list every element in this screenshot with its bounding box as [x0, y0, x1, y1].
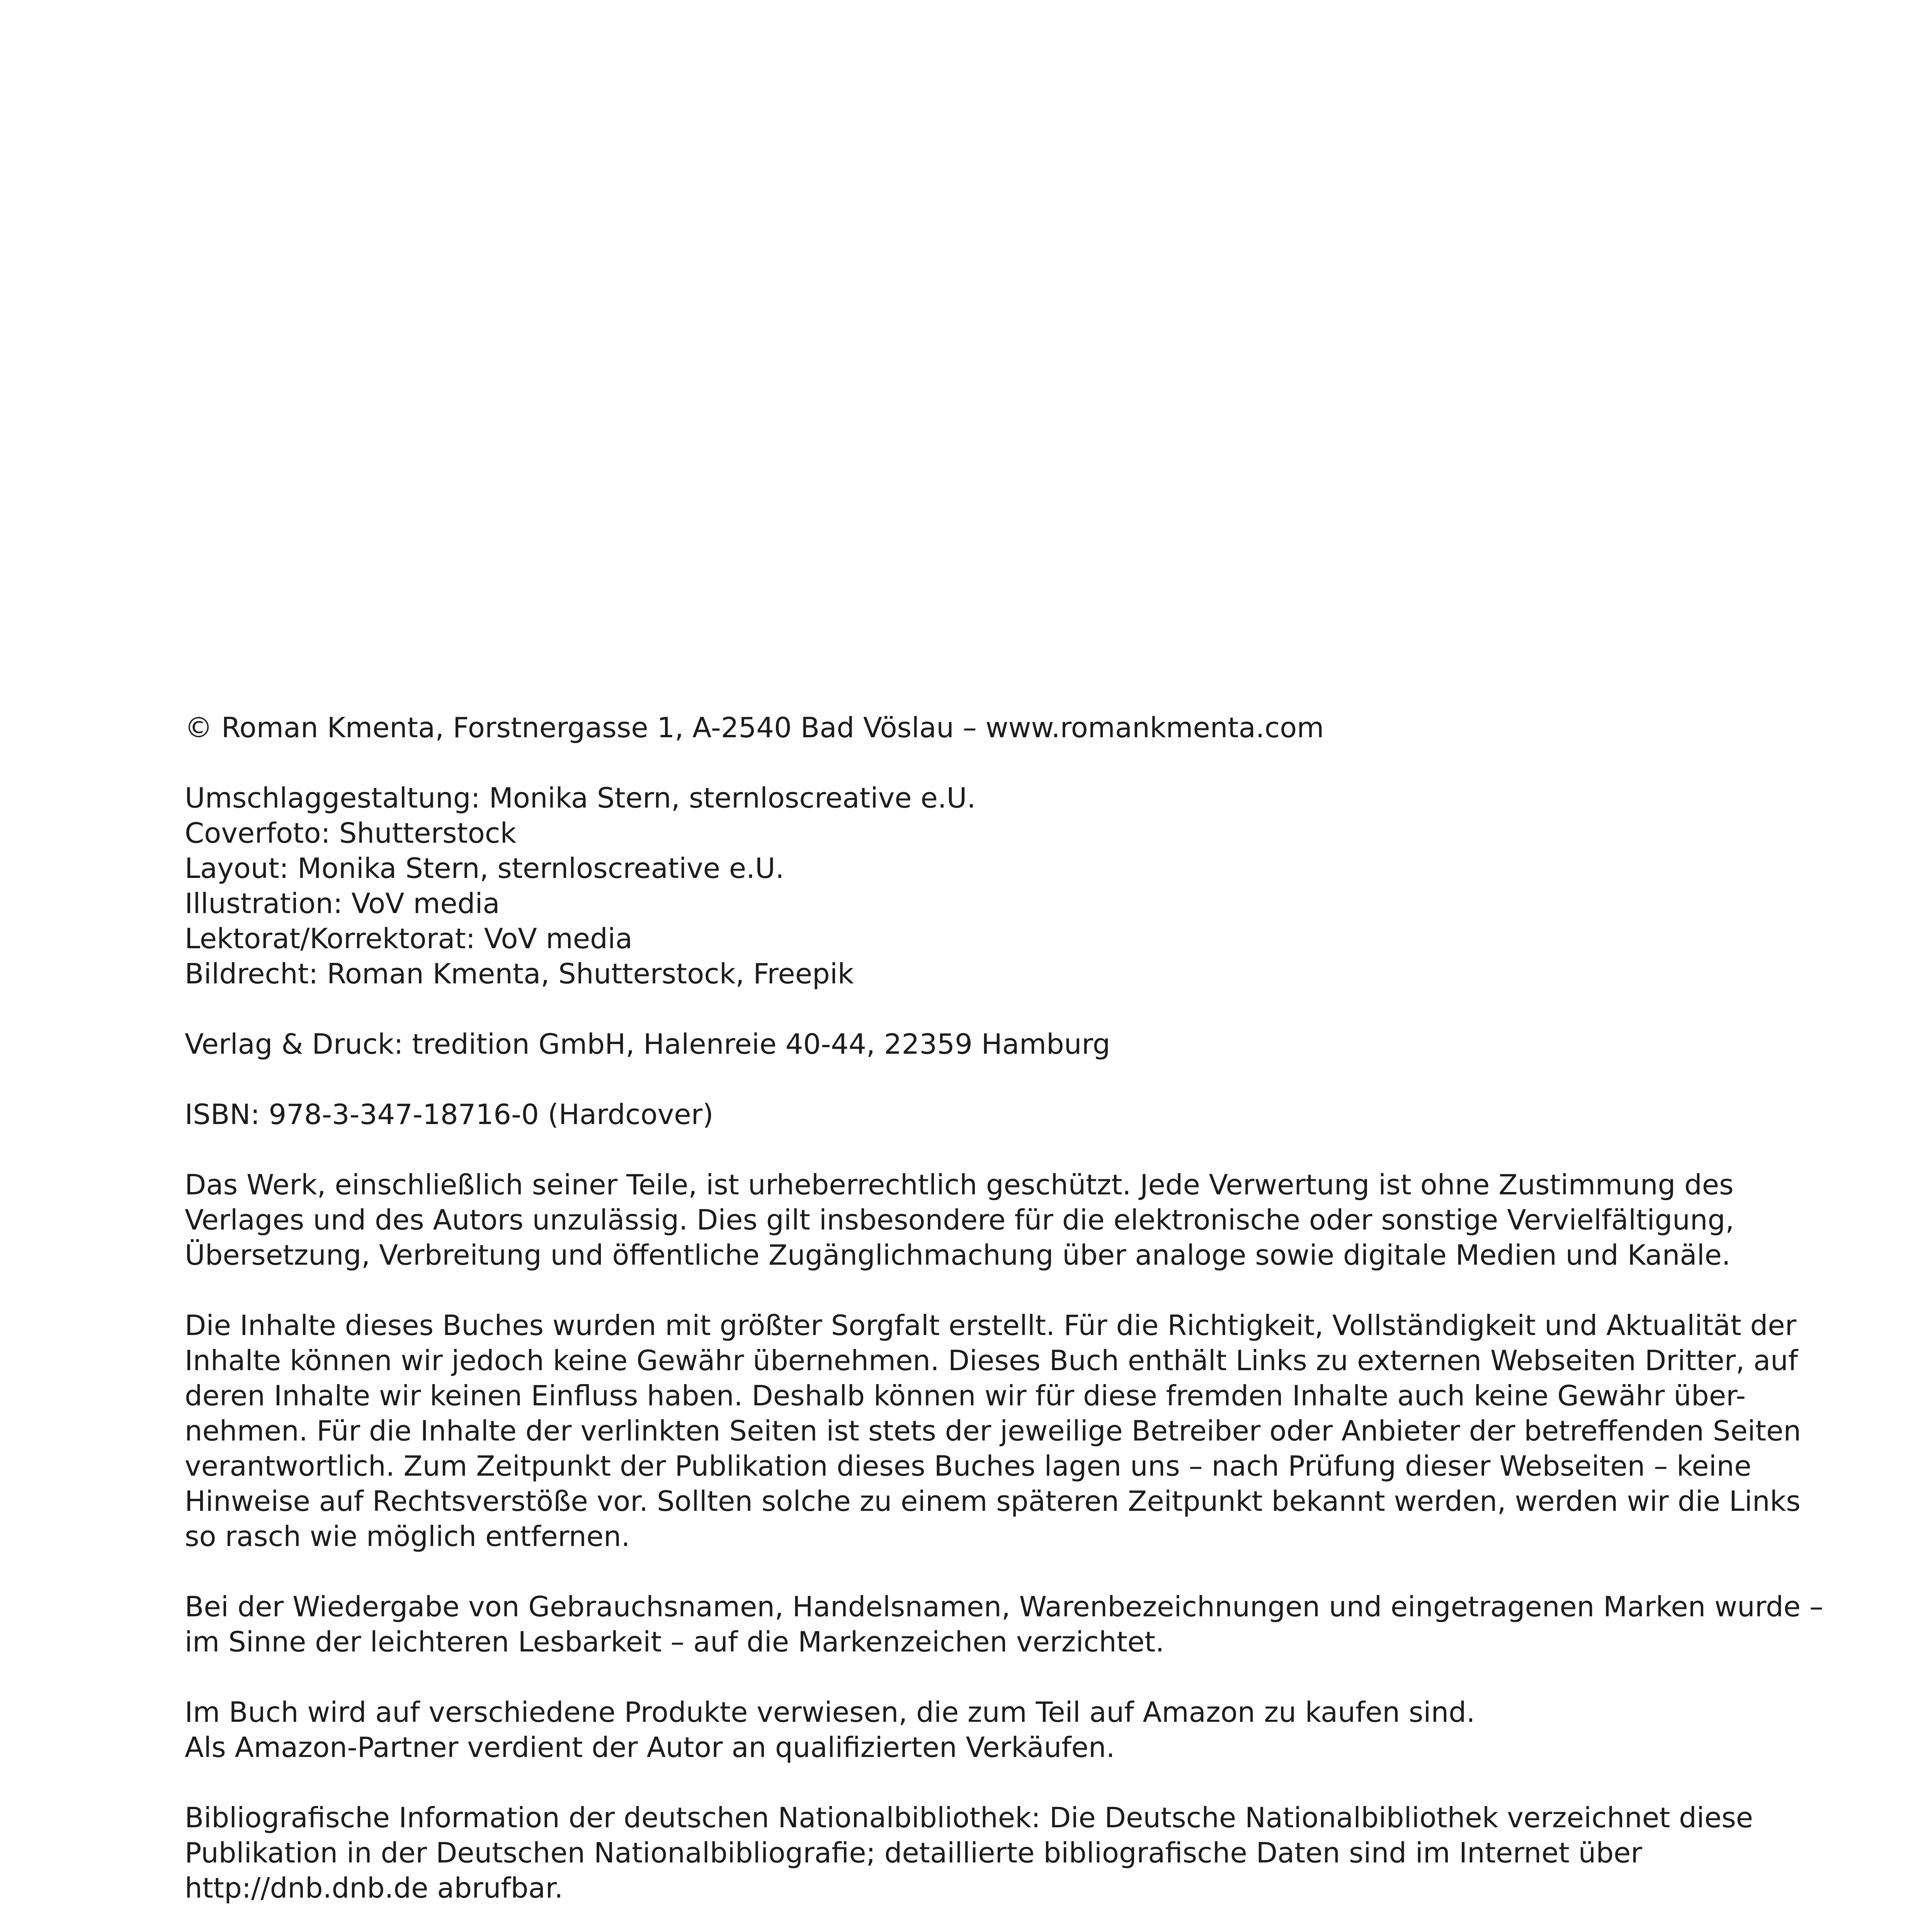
paragraph-line: Im Buch wird auf verschiedene Produkte verwiesen, die zum Teil auf Amazon zu kaufen sind. — [185, 1696, 1475, 1728]
dnb-notice-paragraph — [185, 1800, 1923, 1906]
paragraph-line: Publikation in der Deutschen Nationalbibliografie; detaillierte bibliografische Daten sind im Internet über — [185, 1837, 1642, 1869]
paragraph-line: Bibliografische Information der deutschen Nationalbibliothek: Die Deutsche Nationalbibliothek verzeichnet diese — [185, 1801, 1753, 1834]
paragraph-line: Das Werk, einschließlich seiner Teile, ist urheberrechtlich geschützt. Jede Verwertung ist ohne Zustimmung des — [185, 1168, 1734, 1201]
paragraph-line: Hinweise auf Rechtsverstöße vor. Sollten solche zu einem späteren Zeitpunkt bekannt werden, werden wir die Links — [185, 1485, 1801, 1517]
trademark-notice-paragraph — [185, 1589, 1923, 1660]
credit-cover-design: Umschlaggestaltung: Monika Stern, sternloscreative e.U. — [185, 782, 976, 814]
publisher-line: Verlag & Druck: tredition GmbH, Halenreie 40-44, 22359 Hamburg — [185, 1028, 1111, 1060]
credit-editing: Lektorat/Korrektorat: VoV media — [185, 922, 633, 955]
paragraph-line: Inhalte können wir jedoch keine Gewähr übernehmen. Dieses Buch enthält Links zu externen Webseiten Dritter, auf — [185, 1344, 1798, 1377]
imprint-text-block — [185, 710, 1923, 1932]
isbn-block — [185, 1097, 1923, 1132]
credit-cover-photo: Coverfoto: Shutterstock — [185, 817, 517, 849]
paragraph-line: Als Amazon-Partner verdient der Autor an qualifizierten Verkäufen. — [185, 1731, 1115, 1764]
copyright-line: © Roman Kmenta, Forstnergasse 1, A-2540 Bad Vöslau – www.romankmenta.com — [185, 711, 1324, 744]
paragraph-line: nehmen. Für die Inhalte der verlinkten Seiten ist stets der jeweilige Betreiber oder Anbieter der betreffenden Seiten — [185, 1415, 1801, 1447]
credit-layout: Layout: Monika Stern, sternloscreative e.U. — [185, 852, 784, 884]
paragraph-line: Verlages und des Autors unzulässig. Dies gilt insbesondere für die elektronische oder sonstige Vervielfältigung, — [185, 1204, 1734, 1236]
paragraph-line: Bei der Wiedergabe von Gebrauchsnamen, Handelsnamen, Warenbezeichnungen und eingetragenen Marken wurde – — [185, 1590, 1823, 1623]
credits-block — [185, 781, 1923, 992]
paragraph-line: http://dnb.dnb.de abrufbar. — [185, 1872, 563, 1904]
paragraph-line: im Sinne der leichteren Lesbarkeit – auf die Markenzeichen verzichtet. — [185, 1626, 1165, 1658]
paragraph-line: deren Inhalte wir keinen Einfluss haben. Deshalb können wir für diese fremden Inhalte auch keine Gewähr über- — [185, 1379, 1746, 1412]
amazon-notice-paragraph — [185, 1695, 1923, 1765]
paragraph-line: Übersetzung, Verbreitung und öffentliche Zugänglichmachung über analoge sowie digitale Medien und Kanäle. — [185, 1239, 1731, 1271]
liability-notice-paragraph — [185, 1308, 1923, 1554]
credit-image-rights: Bildrecht: Roman Kmenta, Shutterstock, Freepik — [185, 957, 854, 990]
copyright-block — [185, 710, 1923, 745]
paragraph-line: so rasch wie möglich entfernen. — [185, 1520, 630, 1553]
publisher-block — [185, 1027, 1923, 1062]
paragraph-line: Die Inhalte dieses Buches wurden mit größter Sorgfalt erstellt. Für die Richtigkeit, Vollständigkeit und Aktualität der — [185, 1309, 1797, 1342]
credit-illustration: Illustration: VoV media — [185, 887, 500, 920]
isbn-line: ISBN: 978-3-347-18716-0 (Hardcover) — [185, 1098, 714, 1131]
copyright-notice-paragraph — [185, 1167, 1923, 1273]
paragraph-line: verantwortlich. Zum Zeitpunkt der Publikation dieses Buches lagen uns – nach Prüfung dieser Webseiten – keine — [185, 1450, 1752, 1482]
